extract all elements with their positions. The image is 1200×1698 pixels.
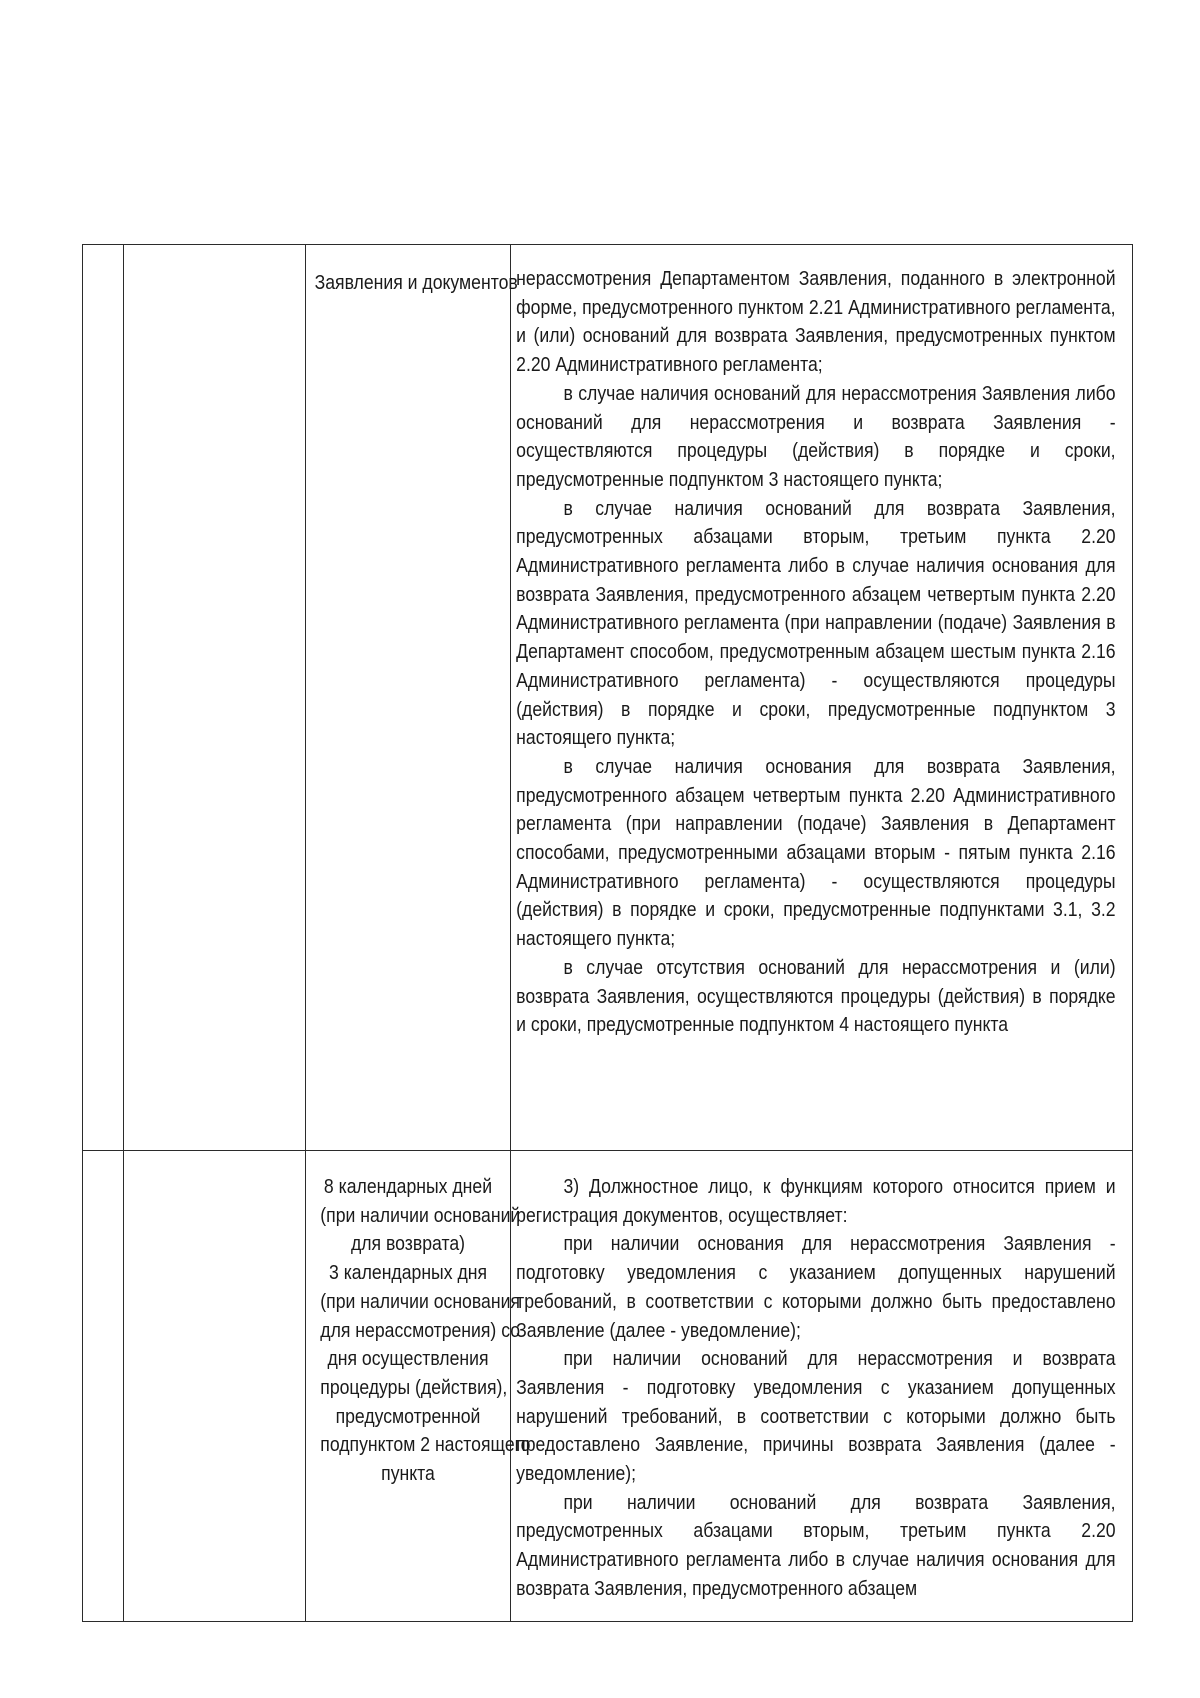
paragraph: при наличии оснований для возврата Заявления, предусмотренных абзацами вторым, третьим пункта 2.20 Административного регламента либо в случае наличия основания для возврата Заявления, предусмотренного абзацем — [516, 1490, 1116, 1600]
paragraph: в случае наличия основания для возврата Заявления, предусмотренного абзацем четвертым пункта 2.20 Административного регламента (при направлении (подаче) Заявления в Департамент способами, предусмотренными абзацами вторым - пятым пункта 2.16 Административного регламента) - осуществляются процедуры (действия) в порядке и сроки, предусмотренные подпунктами 3.1, 3.2 настоящего пункта; — [516, 754, 1116, 951]
term-line: 3 календарных дня — [328, 1261, 488, 1285]
cell-number — [83, 245, 124, 1151]
paragraph: нерассмотрения Департаментом Заявления, поданного в электронной форме, предусмотренного пунктом 2.21 Административного регламента, и (или) оснований для возврата Заявления, предусмотренных пунктом 2.20 Административного регламента; — [516, 267, 1116, 377]
table-row — [83, 1151, 1133, 1622]
paragraph: в случае наличия оснований для нерассмотрения Заявления либо оснований для нерассмотрения и возврата Заявления - осуществляются процедуры (действия) в порядке и сроки, предусмотренные подпунктом 3 настоящего пункта; — [516, 381, 1116, 491]
procedure-table — [82, 244, 1133, 1622]
term-line: для нерассмотрения) со — [320, 1318, 521, 1342]
term-line: 8 календарных дней — [323, 1175, 493, 1198]
cell-procedure — [124, 1151, 306, 1622]
paragraph: в случае отсутствия оснований для нерассмотрения и (или) возврата Заявления, осуществляются процедуры (действия) в порядке и сроки, предусмотренные подпунктом 4 настоящего пункта — [516, 955, 1116, 1037]
cell-content — [511, 245, 1133, 1151]
term-line: предусмотренной — [335, 1404, 481, 1428]
paragraph: в случае наличия оснований для возврата Заявления, предусмотренных абзацами вторым, третьим пункта 2.20 Административного регламента либо в случае наличия основания для возврата Заявления, предусмотренного абзацем четвертым пункта 2.20 Административного регламента (при направлении (подаче) Заявления в Департамент способом, предусмотренным абзацем шестым пункта 2.16 Административного регламента) - осуществляются процедуры (действия) в порядке и сроки, предусмотренные подпунктом 3 настоящего пункта; — [516, 496, 1116, 750]
term-line: (при наличии основания — [320, 1289, 520, 1313]
cell-term — [306, 1151, 531, 1622]
cell-term — [306, 245, 518, 1151]
cell-content — [511, 1151, 1133, 1622]
table-row — [83, 245, 1133, 1151]
cell-procedure — [124, 245, 306, 1151]
term-line: процедуры (действия), — [320, 1375, 508, 1399]
cell-number — [83, 1151, 124, 1622]
term-text — [320, 1151, 531, 1489]
term-line: подпунктом 2 настоящего — [320, 1433, 531, 1457]
paragraph: 3) Должностное лицо, к функциям которого относится прием и регистрация документов, осуществляет: — [516, 1175, 1116, 1227]
term-text: Заявления и документов — [314, 271, 518, 294]
term-line: пункта — [381, 1462, 435, 1486]
content-text — [511, 245, 1119, 1040]
term-line: дня осуществления — [327, 1347, 489, 1371]
term-line: для возврата) — [350, 1232, 466, 1256]
paragraph: при наличии основания для нерассмотрения Заявления - подготовку уведомления с указанием допущенных нарушений требований, в соответствии с которыми должно быть предоставлено Заявление (далее - уведомление); — [516, 1232, 1116, 1342]
content-text — [511, 1151, 1119, 1604]
term-line: (при наличии оснований — [320, 1203, 521, 1227]
paragraph: при наличии оснований для нерассмотрения и возврата Заявления - подготовку уведомления с указанием допущенных нарушений требований, в соответствии с которыми должно быть предоставлено Заявление, причины возврата Заявления (далее - уведомление); — [516, 1347, 1116, 1486]
